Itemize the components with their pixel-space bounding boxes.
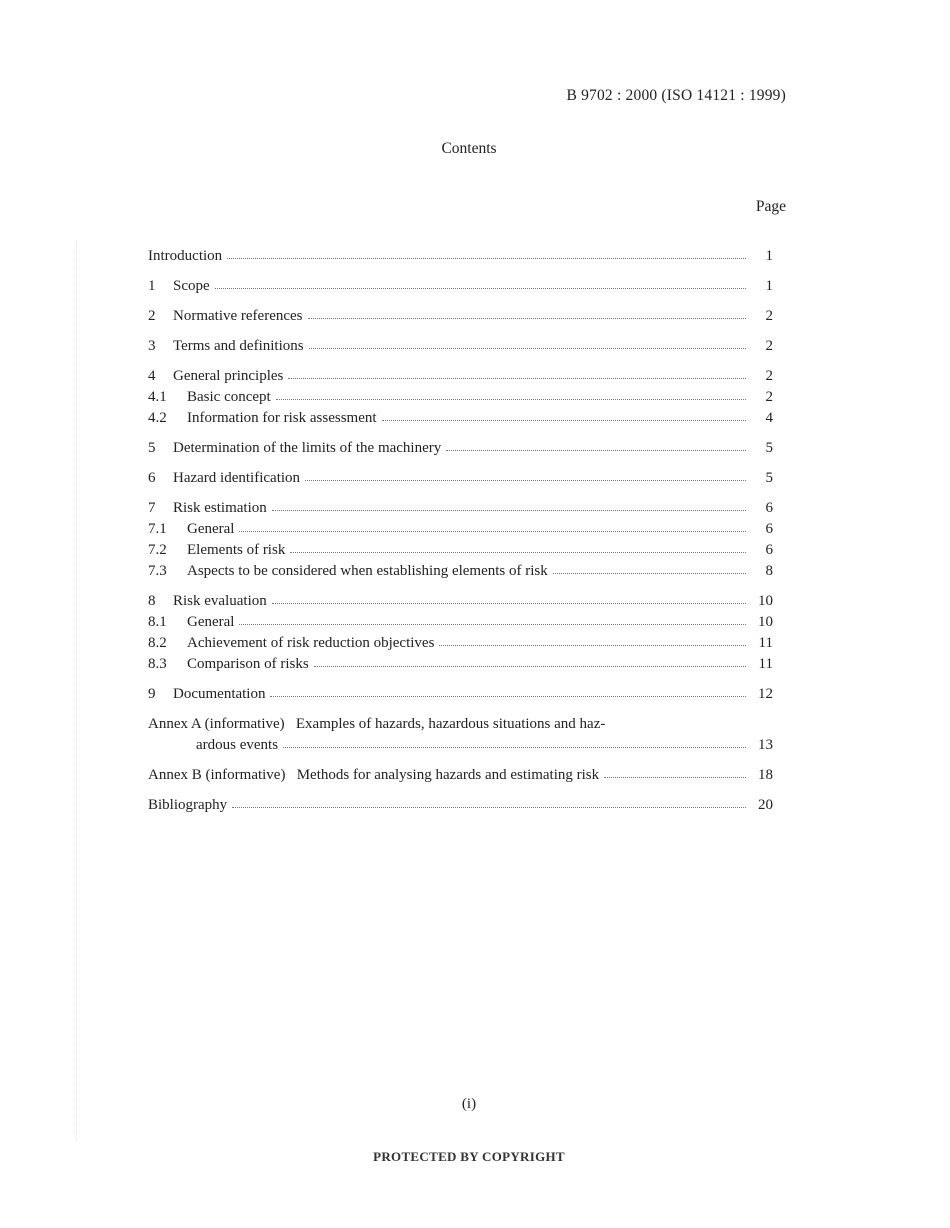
dot-leader bbox=[309, 347, 746, 349]
toc-entry-page: 5 bbox=[765, 470, 773, 486]
toc-entry-title: Achievement of risk reduction objectives bbox=[187, 635, 435, 651]
toc-entry-page: 10 bbox=[758, 593, 773, 609]
toc-entry-number: 4.2 bbox=[148, 410, 167, 426]
toc-entry-page: 2 bbox=[765, 308, 773, 324]
toc-entry-page: 10 bbox=[758, 614, 773, 630]
dot-leader bbox=[553, 572, 746, 574]
toc-entry-number: 5 bbox=[148, 440, 156, 456]
toc-entry-number: 3 bbox=[148, 338, 156, 354]
toc-entry-title: Information for risk assessment bbox=[187, 410, 377, 426]
toc-entry-page: 4 bbox=[765, 410, 773, 426]
toc-entry-number: 7.2 bbox=[148, 542, 167, 558]
toc-entry-documentation[interactable] bbox=[148, 684, 773, 705]
toc-entry-title: Elements of risk bbox=[187, 542, 286, 558]
toc-entry-annex-a-continuation bbox=[148, 735, 773, 756]
dot-leader bbox=[239, 530, 746, 532]
toc-entry-page: 20 bbox=[758, 797, 773, 813]
dot-leader bbox=[314, 665, 746, 667]
toc-entry-scope[interactable] bbox=[148, 276, 773, 297]
dot-leader bbox=[232, 806, 746, 808]
toc-entry-title: Normative references bbox=[173, 308, 303, 324]
toc-entry-title: Introduction bbox=[148, 248, 223, 264]
toc-entry-number: 9 bbox=[148, 686, 156, 702]
dot-leader bbox=[604, 776, 746, 778]
toc-entry-page: 2 bbox=[765, 338, 773, 354]
toc-entry-number: 1 bbox=[148, 278, 156, 294]
toc-entry-page: 1 bbox=[765, 278, 773, 294]
toc-entry-page: 11 bbox=[758, 635, 773, 651]
dot-leader bbox=[288, 377, 746, 379]
dot-leader bbox=[270, 695, 746, 697]
toc-entry-title: Documentation bbox=[173, 686, 266, 702]
dot-leader bbox=[308, 317, 746, 319]
toc-entry-page: 11 bbox=[758, 656, 773, 672]
dot-leader bbox=[283, 746, 746, 748]
toc-entry-title: General principles bbox=[173, 368, 284, 384]
dot-leader bbox=[290, 551, 746, 553]
dot-leader bbox=[382, 419, 746, 421]
toc-entry-introduction[interactable] bbox=[148, 246, 773, 267]
dot-leader bbox=[239, 623, 746, 625]
dot-leader bbox=[305, 479, 746, 481]
toc-entry-number: 7.1 bbox=[148, 521, 167, 537]
footer-page-number: (i) bbox=[461, 1096, 477, 1112]
toc-entry-title: Risk estimation bbox=[173, 500, 267, 516]
toc-entry-number: 4.1 bbox=[148, 389, 167, 405]
toc-entry-title: Determination of the limits of the machinery bbox=[173, 440, 442, 456]
toc-entry-number: 7 bbox=[148, 500, 156, 516]
table-of-contents bbox=[148, 246, 773, 816]
toc-entry-title: Scope bbox=[173, 278, 210, 294]
toc-entry-page: 18 bbox=[758, 767, 773, 783]
dot-leader bbox=[272, 509, 746, 511]
dot-leader bbox=[439, 644, 746, 646]
toc-entry-number: 2 bbox=[148, 308, 156, 324]
toc-entry-page: 6 bbox=[765, 521, 773, 537]
toc-entry-hazard-identification[interactable] bbox=[148, 468, 773, 489]
toc-entry-title: Terms and definitions bbox=[173, 338, 304, 354]
toc-entry-page: 1 bbox=[765, 248, 773, 264]
toc-entry-title: Basic concept bbox=[187, 389, 271, 405]
toc-entry-title: Annex B (informative) Methods for analysing hazards and estimating risk bbox=[148, 767, 600, 783]
toc-entry-risk-estimation-general[interactable] bbox=[148, 519, 773, 540]
toc-entry-page: 2 bbox=[765, 389, 773, 405]
toc-entry-basic-concept[interactable] bbox=[148, 387, 773, 408]
toc-entry-number: 4 bbox=[148, 368, 156, 384]
toc-entry-limits-of-machinery[interactable] bbox=[148, 438, 773, 459]
page-title: Contents bbox=[441, 140, 497, 157]
toc-entry-title: General bbox=[187, 614, 235, 630]
toc-entry-title: Comparison of risks bbox=[187, 656, 309, 672]
toc-entry-number: 7.3 bbox=[148, 563, 167, 579]
dot-leader bbox=[276, 398, 746, 400]
toc-entry-title: Hazard identification bbox=[173, 470, 301, 486]
toc-entry-bibliography[interactable] bbox=[148, 795, 773, 816]
toc-entry-risk-reduction-objectives[interactable] bbox=[148, 633, 773, 654]
toc-entry-number: 6 bbox=[148, 470, 156, 486]
toc-entry-risk-evaluation-general[interactable] bbox=[148, 612, 773, 633]
dot-leader bbox=[215, 287, 746, 289]
toc-entry-general-principles[interactable] bbox=[148, 366, 773, 387]
scan-edge-shadow bbox=[76, 240, 78, 1140]
toc-entry-aspects-elements-of-risk[interactable] bbox=[148, 561, 773, 582]
toc-entry-page: 6 bbox=[765, 500, 773, 516]
toc-entry-page: 6 bbox=[765, 542, 773, 558]
toc-entry-page: 5 bbox=[765, 440, 773, 456]
dot-leader bbox=[446, 449, 746, 451]
toc-entry-number: 8.3 bbox=[148, 656, 167, 672]
toc-entry-title: General bbox=[187, 521, 235, 537]
page-column-label: Page bbox=[755, 198, 786, 215]
toc-entry-number: 8.1 bbox=[148, 614, 167, 630]
toc-entry-page: 8 bbox=[765, 563, 773, 579]
toc-entry-title: Risk evaluation bbox=[173, 593, 267, 609]
toc-entry-page: 12 bbox=[758, 686, 773, 702]
document-number: B 9702 : 2000 (ISO 14121 : 1999) bbox=[566, 87, 786, 104]
toc-entry-annex-b[interactable] bbox=[148, 765, 773, 786]
dot-leader bbox=[272, 602, 746, 604]
toc-entry-title-line1: Annex A (informative) Examples of hazards, hazardous situations and haz- bbox=[148, 716, 606, 732]
toc-entry-risk-evaluation[interactable] bbox=[148, 591, 773, 612]
toc-entry-number: 8 bbox=[148, 593, 156, 609]
dot-leader bbox=[227, 257, 746, 259]
copyright-notice: PROTECTED BY COPYRIGHT bbox=[373, 1149, 565, 1164]
toc-entry-page: 13 bbox=[758, 737, 773, 753]
toc-entry-normative-references[interactable] bbox=[148, 306, 773, 327]
toc-entry-elements-of-risk[interactable] bbox=[148, 540, 773, 561]
toc-entry-risk-estimation[interactable] bbox=[148, 498, 773, 519]
toc-entry-title: ardous events bbox=[196, 737, 279, 753]
toc-entry-annex-a[interactable] bbox=[148, 714, 773, 756]
toc-entry-terms-and-definitions[interactable] bbox=[148, 336, 773, 357]
toc-entry-number: 8.2 bbox=[148, 635, 167, 651]
toc-entry-page: 2 bbox=[765, 368, 773, 384]
toc-entry-title: Aspects to be considered when establishing elements of risk bbox=[187, 563, 548, 579]
toc-entry-information-for-risk-assessment[interactable] bbox=[148, 408, 773, 429]
toc-entry-title: Bibliography bbox=[148, 797, 228, 813]
toc-entry-comparison-of-risks[interactable] bbox=[148, 654, 773, 675]
